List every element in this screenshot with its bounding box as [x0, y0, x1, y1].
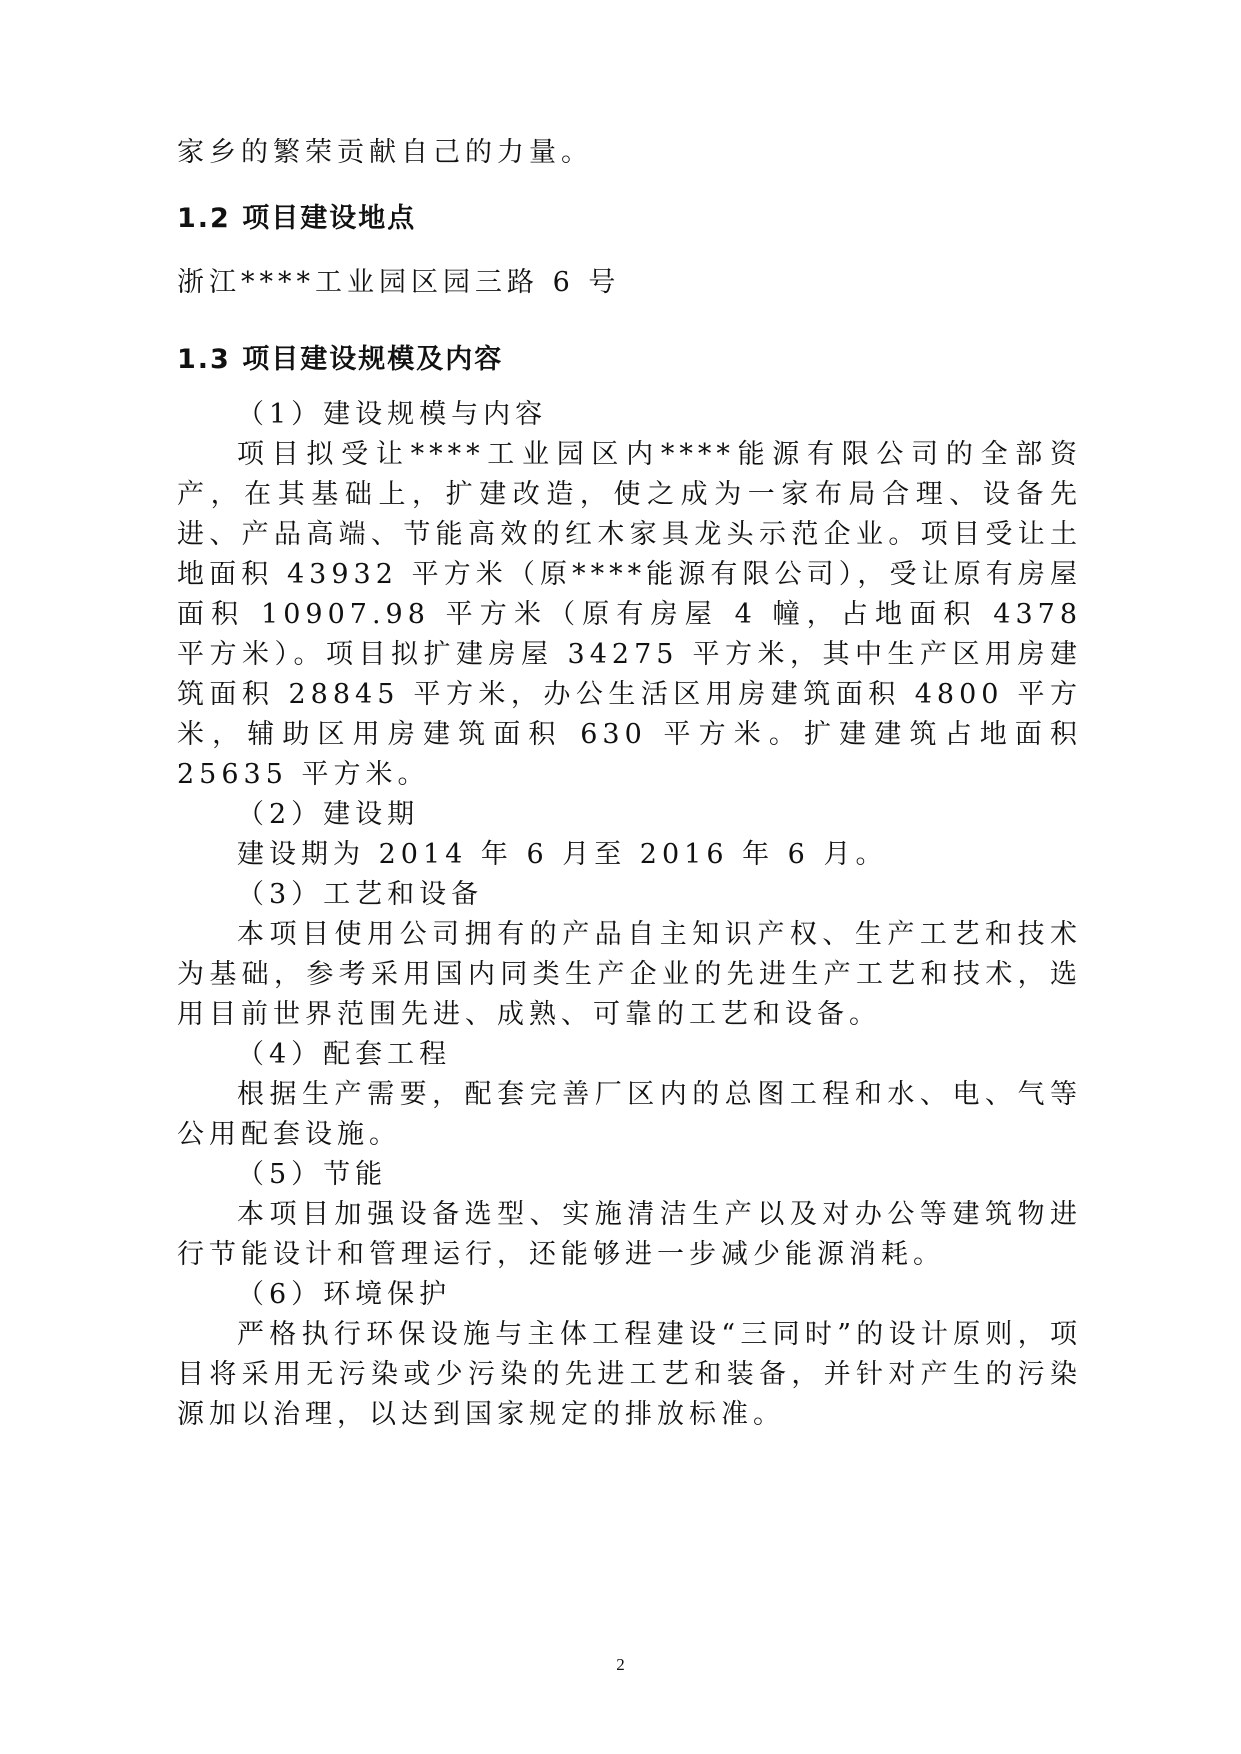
item-paragraph: 本项目使用公司拥有的产品自主知识产权、生产工艺和技术为基础，参考采用国内同类生产企业的先进生产工艺和技术，选用目前世界范围先进、成熟、可靠的工艺和设备。	[177, 919, 1082, 1030]
item-paragraph: 项目拟受让****工业园区内****能源有限公司的全部资产，在其基础上，扩建改造，使之成为一家布局合理、设备先进、产品高端、节能高效的红木家具龙头示范企业。项目受让土地面积 43932 平方米（原****能源有限公司），受让原有房屋面积 10907.98 平方米（原有房屋 4 幢，占地面积 4378 平方米）。项目拟扩建房屋 34275 平方米，其中生产区用房建筑面积 28845 平方米，办公生活区用房建筑面积 4800 平方米，辅助区用房建筑面积 630 平方米。扩建建筑占地面积 25635 平方米。	[177, 439, 1082, 790]
section-1-3-body	[177, 395, 1082, 1435]
item-title: （3）工艺和设备	[237, 879, 484, 910]
item-paragraph: 本项目加强设备选型、实施清洁生产以及对办公等建筑物进行节能设计和管理运行，还能够进一步减少能源消耗。	[177, 1199, 1082, 1270]
item-paragraph: 建设期为 2014 年 6 月至 2016 年 6 月。	[237, 839, 888, 870]
item-title: （2）建设期	[237, 799, 420, 830]
section-1-3-heading: 1.3 项目建设规模及内容	[177, 344, 504, 375]
project-location-text: 浙江****工业园区园三路 6 号	[177, 267, 621, 298]
item-title: （1）建设规模与内容	[237, 399, 548, 430]
item-title: （6）环境保护	[237, 1279, 452, 1310]
intro-tail-paragraph: 家乡的繁荣贡献自己的力量。	[177, 137, 593, 168]
item-title: （5）节能	[237, 1159, 388, 1190]
item-title: （4）配套工程	[237, 1039, 452, 1070]
section-1-2-heading: 1.2 项目建设地点	[177, 203, 417, 234]
page-number: 2	[616, 1655, 625, 1674]
item-paragraph: 严格执行环保设施与主体工程建设“三同时”的设计原则，项目将采用无污染或少污染的先进工艺和装备，并针对产生的污染源加以治理，以达到国家规定的排放标准。	[177, 1319, 1082, 1430]
item-paragraph: 根据生产需要，配套完善厂区内的总图工程和水、电、气等公用配套设施。	[177, 1079, 1082, 1150]
